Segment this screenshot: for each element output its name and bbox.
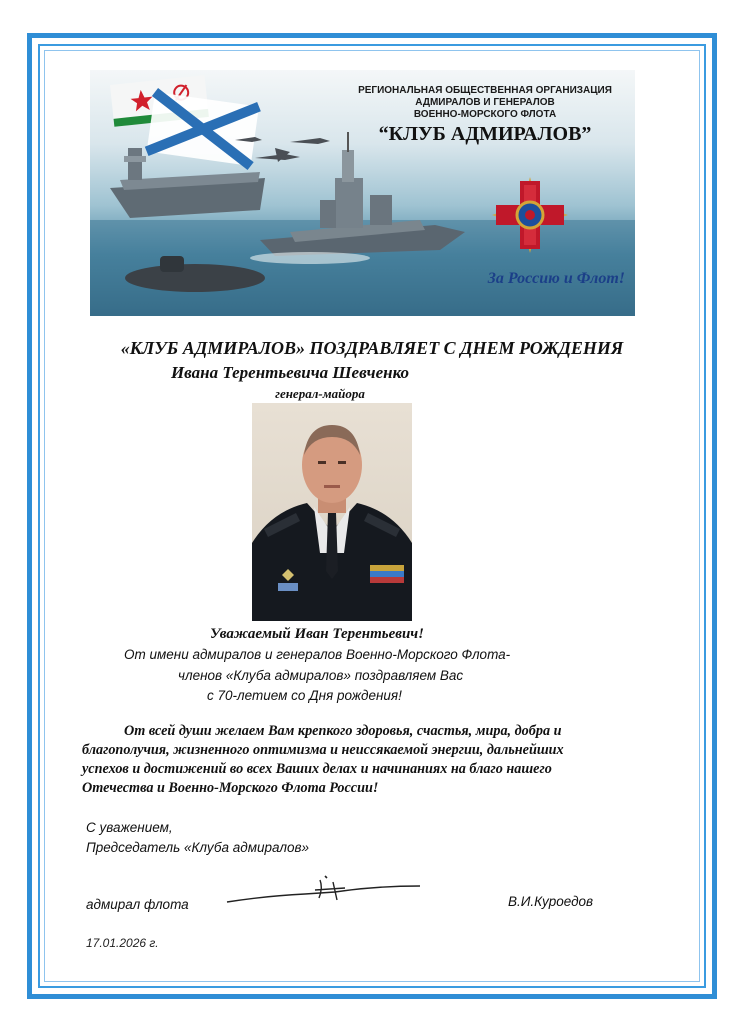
salutation: Уважаемый Иван Терентьевич! [210, 626, 425, 642]
greeting-line: членов «Клуба адмиралов» поздравляем Вас [178, 668, 464, 683]
portrait-artwork [252, 403, 412, 621]
wishes-paragraph [82, 722, 662, 798]
signer-rank: адмирал флота [86, 897, 189, 912]
motto: За Россию и Флот! [487, 270, 625, 287]
recipient-name: Ивана Терентьевича Шевченко [170, 363, 410, 382]
org-line: АДМИРАЛОВ И ГЕНЕРАЛОВ [415, 97, 555, 108]
congratulation-heading: «КЛУБ АДМИРАЛОВ» ПОЗДРАВЛЯЕТ С ДНЕМ РОЖДЕНИЯ [120, 338, 624, 358]
org-line: ВОЕННО-МОРСКОГО ФЛОТА [413, 109, 557, 120]
wish-line: благополучия, жизненного оптимизма и неиссякаемой энергии, дальнейших [82, 742, 564, 758]
cruiser [260, 132, 465, 256]
recipient-rank: генерал-майора [275, 386, 365, 401]
header-banner [90, 70, 635, 316]
wish-line: Отечества и Военно-Морского Флота России! [82, 780, 379, 796]
handwritten-signature [225, 872, 425, 912]
regards: С уважением, [86, 820, 173, 835]
org-name [340, 85, 630, 121]
portrait-photo [252, 403, 412, 621]
chairman-position: Председатель «Клуба адмиралов» [86, 840, 310, 855]
wish-line: успехов и достижений во всех Ваших делах и начинаниях на благо нашего [82, 761, 552, 777]
signer-name: В.И.Куроедов [508, 894, 594, 909]
club-title: “КЛУБ АДМИРАЛОВ” [378, 123, 592, 145]
wish-line: От всей души желаем Вам крепкого здоровья, счастья, мира, добра и [124, 723, 562, 739]
greeting-line: с 70-летием со Дня рождения! [207, 688, 402, 703]
greeting-line: От имени адмиралов и генералов Военно-Морского Флота- [124, 647, 511, 662]
org-line: РЕГИОНАЛЬНАЯ ОБЩЕСТВЕННАЯ ОРГАНИЗАЦИЯ [358, 85, 612, 96]
st-andrew-flag [147, 92, 259, 166]
document-date: 17.01.2026 г. [86, 936, 159, 950]
